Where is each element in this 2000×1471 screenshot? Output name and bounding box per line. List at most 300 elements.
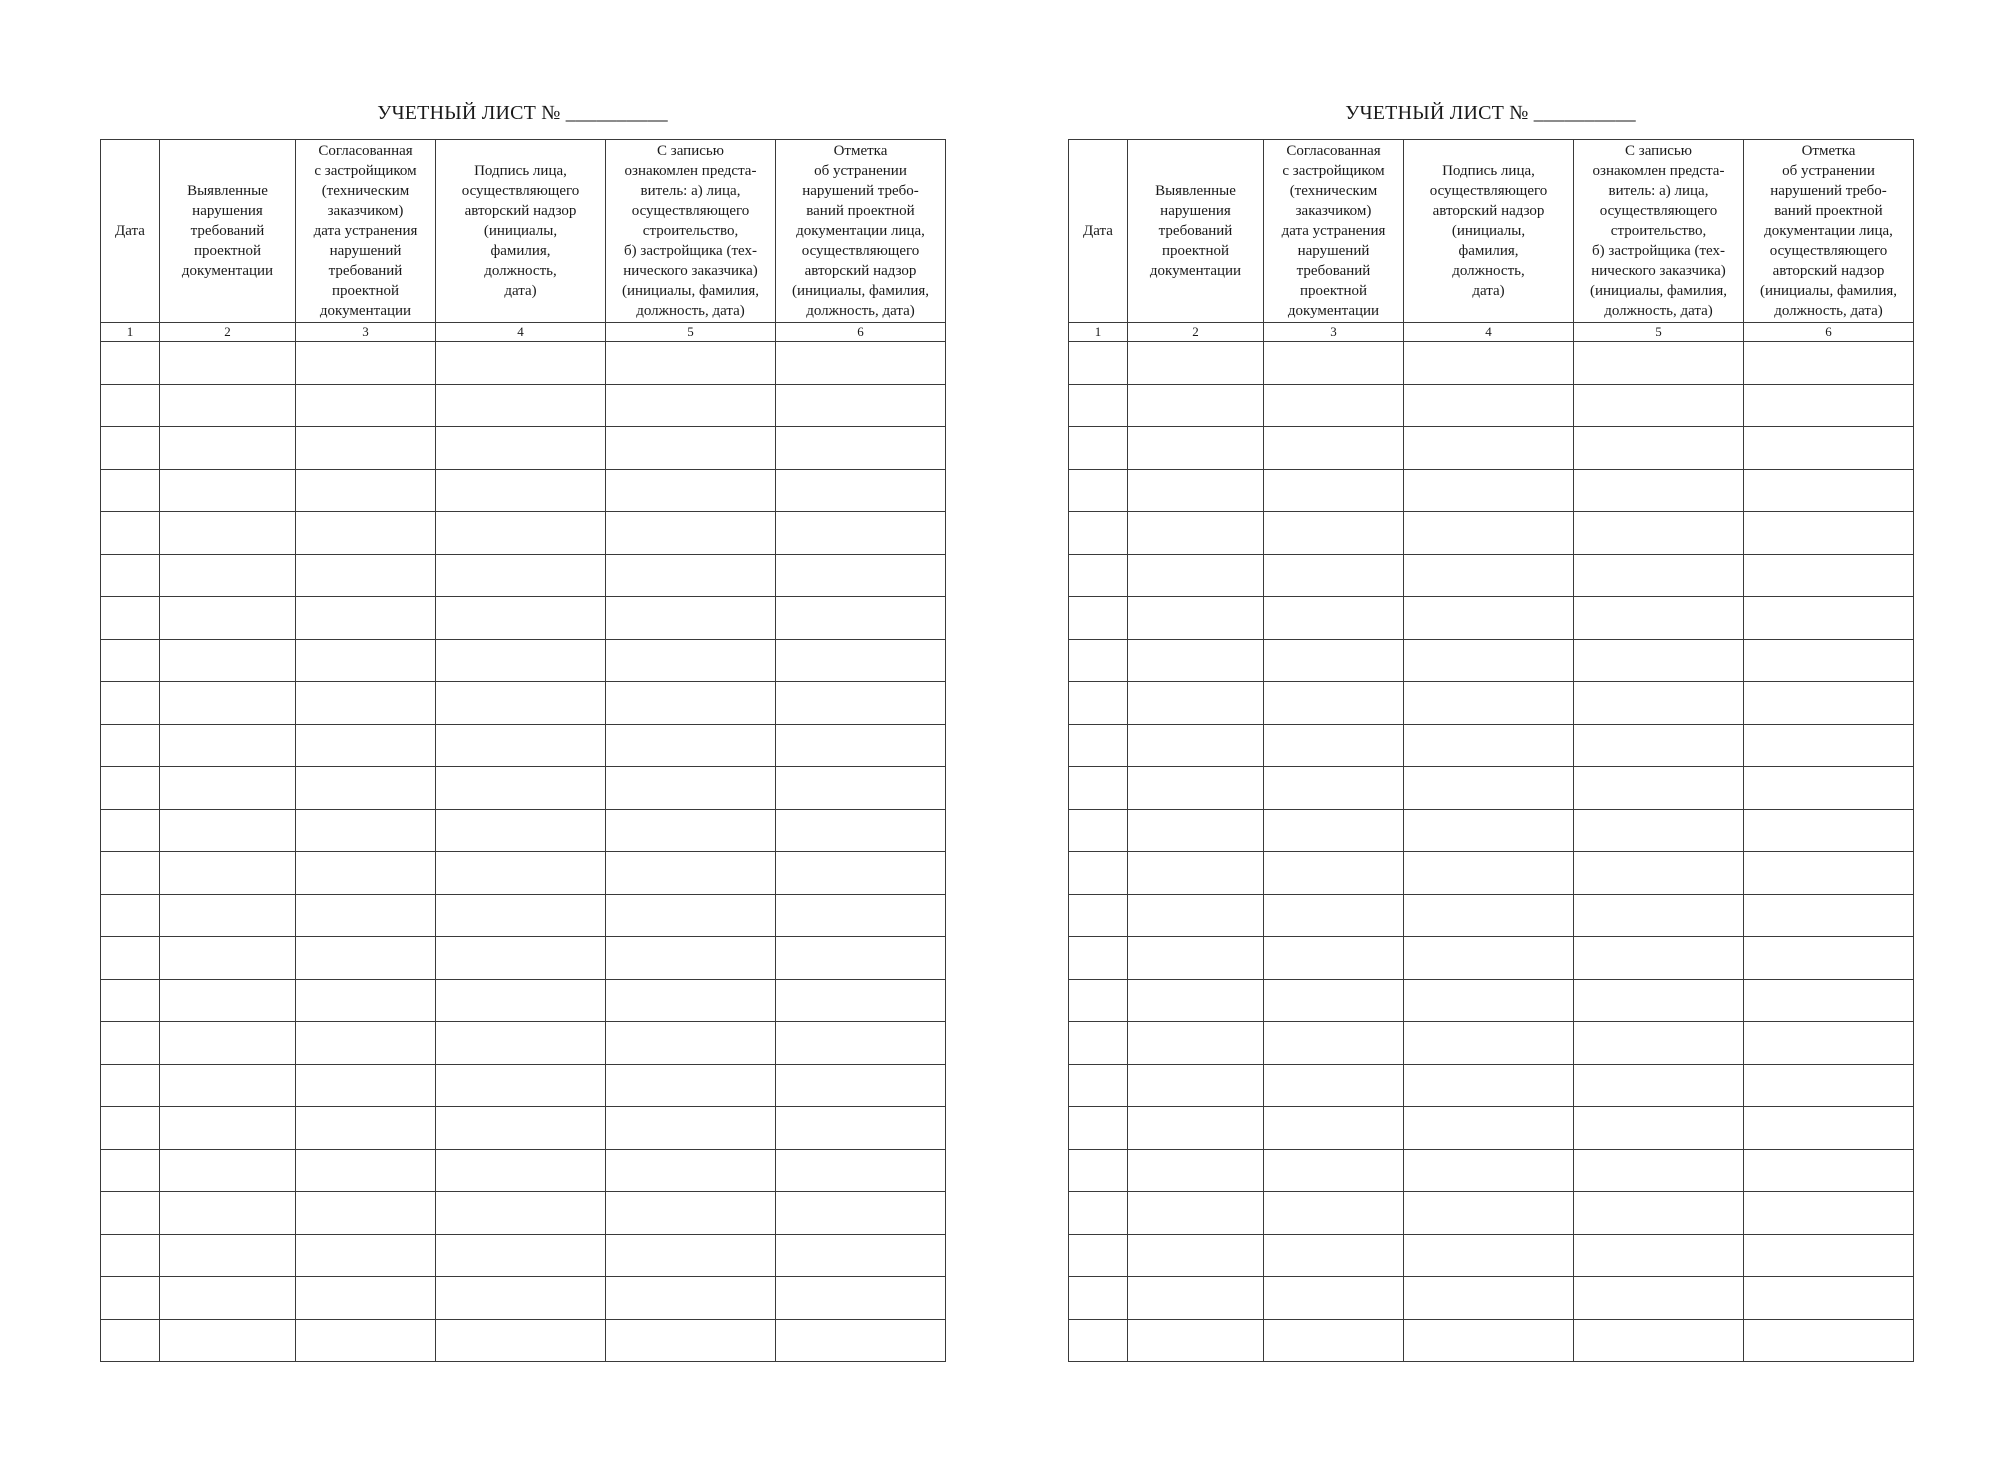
empty-cell xyxy=(436,1022,606,1065)
column-number: 5 xyxy=(1574,323,1744,342)
empty-cell xyxy=(1404,682,1574,725)
empty-cell xyxy=(436,427,606,470)
table-row xyxy=(1069,469,1914,512)
empty-cell xyxy=(436,767,606,810)
empty-cell xyxy=(160,682,296,725)
empty-cell xyxy=(1264,724,1404,767)
sheet-title: УЧЕТНЫЙ ЛИСТ № __________ xyxy=(377,102,668,124)
empty-cell xyxy=(606,384,776,427)
empty-cell xyxy=(776,1064,946,1107)
table-row xyxy=(101,1192,946,1235)
empty-cell xyxy=(160,809,296,852)
empty-cell xyxy=(776,724,946,767)
column-number-row xyxy=(1069,323,1914,342)
empty-cell xyxy=(1744,852,1914,895)
table-row xyxy=(1069,639,1914,682)
empty-cell xyxy=(606,639,776,682)
empty-cell xyxy=(160,1319,296,1362)
table-row xyxy=(101,1234,946,1277)
empty-cell xyxy=(101,1064,160,1107)
empty-cell xyxy=(1264,639,1404,682)
empty-cell xyxy=(1128,597,1264,640)
sheet-title: УЧЕТНЫЙ ЛИСТ № __________ xyxy=(1345,102,1636,124)
column-number: 4 xyxy=(1404,323,1574,342)
empty-cell xyxy=(1069,384,1128,427)
empty-cell xyxy=(436,809,606,852)
empty-cell xyxy=(1264,1234,1404,1277)
empty-cell xyxy=(160,894,296,937)
empty-cell xyxy=(1069,767,1128,810)
empty-cell xyxy=(1574,1149,1744,1192)
empty-cell xyxy=(776,852,946,895)
column-header-acknowledged: С записью ознакомлен предста- витель: а) лица, осуществляющего строительство, б) застройщика (тех- нического заказчика) (инициалы, фамилия, должность, дата) xyxy=(606,140,776,323)
empty-cell xyxy=(1264,427,1404,470)
empty-cell xyxy=(606,767,776,810)
empty-cell xyxy=(160,1277,296,1320)
empty-cell xyxy=(1574,1192,1744,1235)
column-number-row xyxy=(101,323,946,342)
empty-cell xyxy=(1069,1319,1128,1362)
empty-cell xyxy=(1744,682,1914,725)
empty-cell xyxy=(1069,554,1128,597)
table-row xyxy=(101,979,946,1022)
empty-cell xyxy=(101,809,160,852)
empty-cell xyxy=(1404,852,1574,895)
table-row xyxy=(101,1022,946,1065)
ledger-table xyxy=(100,139,946,1362)
empty-cell xyxy=(296,1234,436,1277)
column-number: 5 xyxy=(606,323,776,342)
empty-cell xyxy=(101,1234,160,1277)
table-row xyxy=(101,682,946,725)
empty-cell xyxy=(1264,1064,1404,1107)
empty-cell xyxy=(1404,1107,1574,1150)
empty-cell xyxy=(1574,639,1744,682)
empty-cell xyxy=(1744,639,1914,682)
empty-cell xyxy=(296,767,436,810)
empty-cell xyxy=(296,682,436,725)
empty-cell xyxy=(1069,1022,1128,1065)
empty-cell xyxy=(436,512,606,555)
header-row xyxy=(101,140,946,323)
empty-cell xyxy=(436,342,606,385)
table-row xyxy=(1069,1319,1914,1362)
empty-cell xyxy=(776,809,946,852)
column-header-violations: Выявленные нарушения требований проектной документации xyxy=(1128,140,1264,323)
empty-cell xyxy=(606,554,776,597)
empty-cell xyxy=(1574,682,1744,725)
empty-cell xyxy=(1404,1319,1574,1362)
empty-cell xyxy=(606,1107,776,1150)
empty-cell xyxy=(160,427,296,470)
empty-cell xyxy=(101,1107,160,1150)
empty-cell xyxy=(1744,767,1914,810)
empty-cell xyxy=(160,724,296,767)
empty-cell xyxy=(776,1022,946,1065)
empty-cell xyxy=(776,427,946,470)
table-row xyxy=(1069,1064,1914,1107)
table-row xyxy=(1069,682,1914,725)
table-row xyxy=(101,1064,946,1107)
empty-cell xyxy=(1264,767,1404,810)
table-row xyxy=(101,427,946,470)
empty-cell xyxy=(776,979,946,1022)
empty-cell xyxy=(606,724,776,767)
table-row xyxy=(1069,937,1914,980)
empty-cell xyxy=(296,469,436,512)
empty-cell xyxy=(1264,852,1404,895)
empty-cell xyxy=(160,1192,296,1235)
table-row xyxy=(101,724,946,767)
empty-cell xyxy=(1574,554,1744,597)
empty-cell xyxy=(160,937,296,980)
empty-cell xyxy=(1264,809,1404,852)
empty-cell xyxy=(606,1277,776,1320)
empty-cell xyxy=(776,937,946,980)
empty-cell xyxy=(160,554,296,597)
empty-cell xyxy=(1744,427,1914,470)
empty-cell xyxy=(1128,639,1264,682)
empty-cell xyxy=(1128,852,1264,895)
empty-cell xyxy=(1264,1192,1404,1235)
table-row xyxy=(1069,894,1914,937)
empty-cell xyxy=(1128,427,1264,470)
empty-cell xyxy=(436,554,606,597)
empty-cell xyxy=(606,1022,776,1065)
table-row xyxy=(101,554,946,597)
empty-cell xyxy=(606,894,776,937)
empty-cell xyxy=(160,1022,296,1065)
empty-cell xyxy=(101,767,160,810)
empty-cell xyxy=(1574,1277,1744,1320)
empty-cell xyxy=(776,597,946,640)
table-row xyxy=(101,767,946,810)
empty-cell xyxy=(1744,1022,1914,1065)
empty-cell xyxy=(1069,852,1128,895)
empty-cell xyxy=(1264,1022,1404,1065)
ledger-table xyxy=(1068,139,1914,1362)
empty-cell xyxy=(436,852,606,895)
empty-cell xyxy=(1574,894,1744,937)
empty-cell xyxy=(1574,427,1744,470)
empty-cell xyxy=(1128,1319,1264,1362)
empty-cell xyxy=(1128,809,1264,852)
empty-cell xyxy=(1264,937,1404,980)
empty-cell xyxy=(101,1277,160,1320)
empty-cell xyxy=(160,342,296,385)
empty-cell xyxy=(1744,554,1914,597)
empty-cell xyxy=(1574,852,1744,895)
column-header-agreed-date: Согласованная с застройщиком (техническим заказчиком) дата устранения нарушений требований проектной документации xyxy=(1264,140,1404,323)
empty-cell xyxy=(160,767,296,810)
empty-cell xyxy=(436,979,606,1022)
empty-cell xyxy=(776,767,946,810)
empty-cell xyxy=(1744,979,1914,1022)
empty-cell xyxy=(160,469,296,512)
empty-cell xyxy=(1404,1277,1574,1320)
empty-cell xyxy=(160,512,296,555)
empty-cell xyxy=(101,597,160,640)
empty-cell xyxy=(1404,384,1574,427)
empty-cell xyxy=(1264,894,1404,937)
empty-cell xyxy=(1128,342,1264,385)
empty-cell xyxy=(101,427,160,470)
empty-cell xyxy=(1404,427,1574,470)
empty-cell xyxy=(296,427,436,470)
empty-cell xyxy=(296,1064,436,1107)
table-row xyxy=(1069,809,1914,852)
empty-cell xyxy=(1744,1149,1914,1192)
empty-cell xyxy=(296,554,436,597)
table-row xyxy=(101,1277,946,1320)
table-row xyxy=(101,937,946,980)
empty-cell xyxy=(1404,937,1574,980)
empty-cell xyxy=(1404,1022,1574,1065)
empty-cell xyxy=(101,682,160,725)
empty-cell xyxy=(1069,809,1128,852)
empty-cell xyxy=(101,512,160,555)
empty-cell xyxy=(1128,767,1264,810)
empty-cell xyxy=(1744,384,1914,427)
table-row xyxy=(1069,427,1914,470)
table-row xyxy=(1069,597,1914,640)
empty-cell xyxy=(436,597,606,640)
empty-cell xyxy=(436,1319,606,1362)
empty-cell xyxy=(1128,1192,1264,1235)
empty-cell xyxy=(160,1064,296,1107)
table-row xyxy=(1069,1107,1914,1150)
table-row xyxy=(1069,979,1914,1022)
column-header-date: Дата xyxy=(1069,140,1128,323)
empty-cell xyxy=(296,512,436,555)
empty-cell xyxy=(436,1064,606,1107)
empty-cell xyxy=(1404,639,1574,682)
empty-cell xyxy=(776,1277,946,1320)
empty-cell xyxy=(101,384,160,427)
empty-cell xyxy=(1264,1277,1404,1320)
empty-cell xyxy=(1264,342,1404,385)
empty-cell xyxy=(1574,512,1744,555)
empty-cell xyxy=(1128,1149,1264,1192)
column-number: 2 xyxy=(160,323,296,342)
empty-cell xyxy=(436,1277,606,1320)
empty-cell xyxy=(1128,937,1264,980)
empty-cell xyxy=(1404,724,1574,767)
empty-cell xyxy=(101,937,160,980)
empty-cell xyxy=(101,979,160,1022)
empty-cell xyxy=(296,597,436,640)
empty-cell xyxy=(1404,512,1574,555)
empty-cell xyxy=(296,1149,436,1192)
empty-cell xyxy=(1128,1277,1264,1320)
empty-cell xyxy=(1128,724,1264,767)
table-row xyxy=(101,512,946,555)
table-row xyxy=(101,852,946,895)
column-header-agreed-date: Согласованная с застройщиком (техническим заказчиком) дата устранения нарушений требований проектной документации xyxy=(296,140,436,323)
empty-cell xyxy=(1574,937,1744,980)
table-row xyxy=(101,809,946,852)
empty-cell xyxy=(1404,979,1574,1022)
empty-cell xyxy=(1128,512,1264,555)
empty-cell xyxy=(1264,512,1404,555)
empty-cell xyxy=(1574,724,1744,767)
table-row xyxy=(1069,1234,1914,1277)
empty-cell xyxy=(1069,724,1128,767)
empty-cell xyxy=(436,469,606,512)
empty-cell xyxy=(1404,1064,1574,1107)
empty-cell xyxy=(1574,1064,1744,1107)
empty-cell xyxy=(1069,1192,1128,1235)
empty-cell xyxy=(1069,639,1128,682)
empty-cell xyxy=(436,682,606,725)
empty-cell xyxy=(1069,682,1128,725)
empty-cell xyxy=(296,1192,436,1235)
empty-cell xyxy=(1264,1149,1404,1192)
empty-cell xyxy=(1069,1064,1128,1107)
column-number: 1 xyxy=(101,323,160,342)
empty-cell xyxy=(296,1277,436,1320)
empty-cell xyxy=(1404,894,1574,937)
empty-cell xyxy=(101,554,160,597)
empty-cell xyxy=(1128,1064,1264,1107)
empty-cell xyxy=(1264,682,1404,725)
empty-cell xyxy=(1069,1234,1128,1277)
table-row xyxy=(101,384,946,427)
empty-cell xyxy=(776,554,946,597)
empty-cell xyxy=(296,979,436,1022)
empty-cell xyxy=(606,852,776,895)
empty-cell xyxy=(606,937,776,980)
table-row xyxy=(101,342,946,385)
empty-cell xyxy=(776,682,946,725)
empty-cell xyxy=(776,469,946,512)
empty-cell xyxy=(436,1234,606,1277)
table-row xyxy=(1069,724,1914,767)
table-row xyxy=(1069,554,1914,597)
column-number: 4 xyxy=(436,323,606,342)
column-header-elimination-mark: Отметка об устранении нарушений требо- ваний проектной документации лица, осуществляющего авторский надзор (инициалы, фамилия, должность, дата) xyxy=(1744,140,1914,323)
table-row xyxy=(1069,1192,1914,1235)
empty-cell xyxy=(160,979,296,1022)
empty-cell xyxy=(1574,1319,1744,1362)
empty-cell xyxy=(776,639,946,682)
empty-cell xyxy=(1069,937,1128,980)
empty-cell xyxy=(776,894,946,937)
empty-cell xyxy=(436,1107,606,1150)
empty-cell xyxy=(1744,342,1914,385)
empty-cell xyxy=(776,1319,946,1362)
empty-cell xyxy=(296,937,436,980)
empty-cell xyxy=(296,894,436,937)
empty-cell xyxy=(1128,554,1264,597)
empty-cell xyxy=(436,724,606,767)
empty-cell xyxy=(776,1192,946,1235)
table-row xyxy=(1069,1149,1914,1192)
empty-cell xyxy=(1744,1319,1914,1362)
empty-cell xyxy=(1128,1022,1264,1065)
empty-cell xyxy=(1069,342,1128,385)
empty-cell xyxy=(160,597,296,640)
table-row xyxy=(1069,767,1914,810)
empty-cell xyxy=(296,809,436,852)
empty-cell xyxy=(1264,469,1404,512)
empty-cell xyxy=(101,469,160,512)
empty-cell xyxy=(1574,809,1744,852)
empty-cell xyxy=(1744,1107,1914,1150)
empty-cell xyxy=(436,937,606,980)
empty-cell xyxy=(1404,809,1574,852)
empty-cell xyxy=(296,1319,436,1362)
empty-cell xyxy=(1744,1064,1914,1107)
empty-cell xyxy=(101,894,160,937)
empty-cell xyxy=(1574,384,1744,427)
empty-cell xyxy=(1574,1022,1744,1065)
empty-cell xyxy=(1128,1234,1264,1277)
empty-cell xyxy=(606,512,776,555)
empty-cell xyxy=(1744,1192,1914,1235)
empty-cell xyxy=(1404,1234,1574,1277)
empty-cell xyxy=(606,1149,776,1192)
empty-cell xyxy=(101,1319,160,1362)
empty-cell xyxy=(296,384,436,427)
empty-cell xyxy=(160,1234,296,1277)
empty-cell xyxy=(1069,1149,1128,1192)
column-number: 6 xyxy=(776,323,946,342)
table-row xyxy=(101,639,946,682)
table-row xyxy=(1069,1277,1914,1320)
empty-cell xyxy=(1069,597,1128,640)
empty-cell xyxy=(606,809,776,852)
empty-cell xyxy=(160,1107,296,1150)
empty-cell xyxy=(606,979,776,1022)
table-row xyxy=(1069,342,1914,385)
column-header-acknowledged: С записью ознакомлен предста- витель: а) лица, осуществляющего строительство, б) застройщика (тех- нического заказчика) (инициалы, фамилия, должность, дата) xyxy=(1574,140,1744,323)
empty-cell xyxy=(296,1107,436,1150)
empty-cell xyxy=(1069,427,1128,470)
empty-cell xyxy=(1744,469,1914,512)
column-header-elimination-mark: Отметка об устранении нарушений требо- ваний проектной документации лица, осуществляющего авторский надзор (инициалы, фамилия, должность, дата) xyxy=(776,140,946,323)
empty-cell xyxy=(436,1149,606,1192)
column-number: 1 xyxy=(1069,323,1128,342)
empty-cell xyxy=(1404,469,1574,512)
empty-cell xyxy=(776,384,946,427)
empty-cell xyxy=(436,639,606,682)
empty-cell xyxy=(1744,894,1914,937)
table-row xyxy=(1069,384,1914,427)
empty-cell xyxy=(160,384,296,427)
empty-cell xyxy=(1128,384,1264,427)
empty-cell xyxy=(101,1192,160,1235)
table-row xyxy=(1069,852,1914,895)
empty-cell xyxy=(1264,1107,1404,1150)
empty-cell xyxy=(1574,979,1744,1022)
empty-cell xyxy=(1069,979,1128,1022)
empty-cell xyxy=(296,724,436,767)
empty-cell xyxy=(1404,1192,1574,1235)
empty-cell xyxy=(606,597,776,640)
empty-cell xyxy=(1128,682,1264,725)
empty-cell xyxy=(1404,554,1574,597)
empty-cell xyxy=(101,724,160,767)
table-row xyxy=(101,1149,946,1192)
column-header-supervisor-signature: Подпись лица, осуществляющего авторский надзор (инициалы, фамилия, должность, дата) xyxy=(1404,140,1574,323)
empty-cell xyxy=(606,427,776,470)
empty-cell xyxy=(1264,384,1404,427)
empty-cell xyxy=(606,342,776,385)
empty-cell xyxy=(1744,809,1914,852)
empty-cell xyxy=(1574,767,1744,810)
table-row xyxy=(101,597,946,640)
